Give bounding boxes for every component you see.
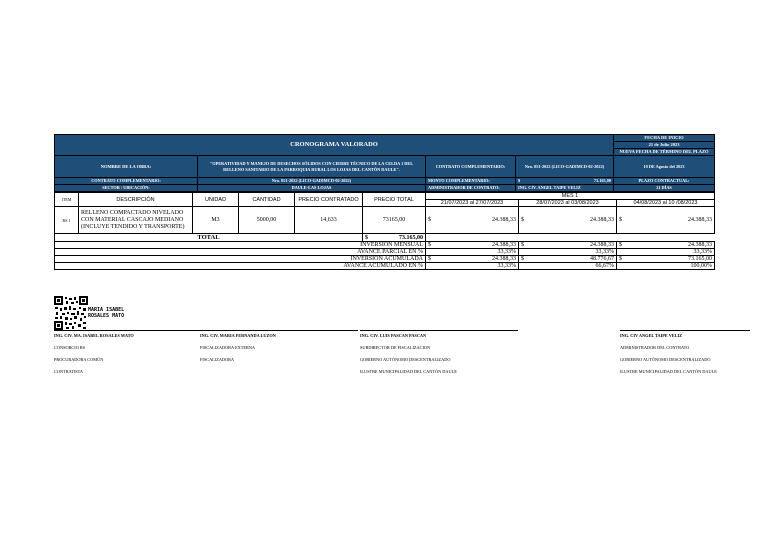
signature-block-contratista: [54, 330, 212, 381]
item-period-2: $ 24.388,33: [519, 207, 617, 234]
item-precio: 14,633: [295, 207, 363, 234]
qr-code: [54, 296, 88, 330]
page-title: CRONOGRAMA VALORADO: [55, 135, 614, 156]
summary-value: $ 24.388,33: [426, 256, 519, 263]
signature-line-2: GOBIERNO AUTÓNOMO DESCENTRALIZADO: [620, 357, 711, 362]
total-currency: $: [365, 234, 368, 241]
item-description: [79, 207, 193, 234]
signature-line-3: ILUSTRE MUNICIPALIDAD DEL CANTÓN DAULE: [360, 369, 457, 374]
summary-label: INVERSION ACUMULADA: [55, 256, 426, 263]
item-period-3: $ 24.388,33: [617, 207, 715, 234]
summary-row: [55, 249, 715, 256]
col-item: ITEM: [55, 193, 79, 207]
table-row: [55, 207, 715, 234]
nueva-fecha-value: 10 DE Agosto del 2023: [614, 156, 715, 178]
col-period-1: 21/07/2023 al 27/07/2023: [426, 200, 519, 207]
nombre-obra-line-1: "OPERATIVIDAD Y MANEJO DE DESECHOS SÓLIDOS CON CIERRE TÉCNICO DE LA CELDA 1 DEL: [209, 160, 414, 166]
col-period-2: 28/07/2023 al 03/08/2023: [519, 200, 617, 207]
signature-line-1: SUBDIRECTOR DE FISCALIZACION: [360, 345, 431, 350]
summary-value: 100,00%: [617, 263, 715, 270]
signature-name: ING. CIV ANGEL TAIPE VELIZ: [620, 333, 683, 338]
qr-text-line-1: MARIA ISABEL: [88, 307, 125, 313]
col-cantidad: CANTIDAD: [239, 193, 295, 207]
sector-label: SECTOR / UBICACIÓN:: [55, 185, 198, 192]
signature-line-1: CONSORCIO RS: [54, 345, 86, 350]
total-cell: [363, 234, 426, 242]
col-mes: MES 1: [426, 193, 715, 200]
signature-name: ING. CIV. MARIA FERNANDA LUZON: [200, 333, 276, 338]
col-descripcion: DESCRIPCIÓN: [79, 193, 193, 207]
signature-block-subdirector: [360, 330, 518, 381]
summary-value: $ 73.165,00: [617, 256, 715, 263]
summary-value: $ 24.388,33: [519, 242, 617, 249]
contrato-complementario-label: CONTRATO COMPLEMENTARIO:: [426, 156, 516, 178]
signature-line-2: FISCALIZADORA: [200, 357, 235, 362]
signature-block-administrador: [620, 330, 750, 381]
col-precio-contratado: PRECIO CONTRATADO: [295, 193, 363, 207]
col-precio-total: PRECIO TOTAL: [363, 193, 426, 207]
fecha-inicio-label: FECHA DE INICIO: [614, 135, 715, 142]
signature-line-1: ADMINISTRADOR DEL CONTRATO: [620, 345, 690, 350]
item-period-1: $ 24.388,33: [426, 207, 519, 234]
plazo-label: PLAZO CONTRACTUAL:: [614, 178, 715, 185]
summary-value: $ 48.776,67: [519, 256, 617, 263]
summary-row: [55, 256, 715, 263]
qr-code-icon: [54, 296, 88, 330]
signature-line-2: PROCURADORA COMÚN: [54, 357, 104, 362]
nombre-obra-label: NOMBRE DE LA OBRA:: [55, 156, 198, 178]
col-period-3: 04/08/2023 al 10 /08/2023: [617, 200, 715, 207]
admin-value: ING. CIV. ANGEL TAIPE VELIZ: [516, 185, 614, 192]
item-total: 73165,00: [363, 207, 426, 234]
cronograma-sheet: [54, 134, 714, 270]
item-desc-line-2: CON MATERIAL CASCAJO MEDIANO: [81, 216, 184, 223]
contrato-complementario-value: Nro. 051-2022 (LICO-GADIMCD-02-2022): [516, 156, 614, 178]
summary-value: 33,33%: [617, 249, 715, 256]
item-code: RS 1: [55, 207, 79, 234]
item-desc-line-1: RELLENO COMPACTADO NIVELADO: [81, 209, 184, 216]
monto-currency: $: [518, 178, 521, 183]
monto-cell: [516, 178, 614, 185]
schedule-table: [54, 192, 715, 270]
summary-value: 33,33%: [519, 249, 617, 256]
header-table: [54, 134, 715, 192]
total-row: [55, 234, 715, 242]
signature-name: ING. CIV. LUIS PASCAN PASCAN: [360, 333, 427, 338]
signature-line-2: GOBIERNO AUTÓNOMO DESCENTRALIZADO: [360, 357, 451, 362]
plazo-value: 21 DÍAS: [614, 185, 715, 192]
summary-label: AVANCE PARCIAL EN %: [55, 249, 426, 256]
qr-signature-text: [88, 307, 124, 319]
nombre-obra-value: [198, 156, 426, 178]
summary-value: $ 24.388,33: [617, 242, 715, 249]
signature-block-fiscalizadora: [200, 330, 358, 369]
signature-name: ING. CIV. MA. ISABEL ROSALES MATO: [54, 333, 134, 338]
fecha-inicio-value: 21 de Julio 2023: [614, 142, 715, 149]
qr-text-line-2: ROSALES MATO: [88, 313, 125, 319]
signature-line-1: FISCALIZADORA EXTERNA: [200, 345, 256, 350]
summary-row: [55, 263, 715, 270]
signature-line-3: CONTRATISTA: [54, 369, 84, 374]
monto-value: 73.165,00: [593, 178, 612, 183]
col-unidad: UNIDAD: [193, 193, 239, 207]
total-label: TOTAL: [55, 234, 363, 242]
nombre-obra-line-2: RELLENO SANITARIO DE LA PARROQUIA RURAL LOS LOJAS DEL CANTÓN DAULE".: [223, 166, 400, 172]
summary-value: $ 24.388,33: [426, 242, 519, 249]
signature-line-3: ILUSTRE MUNICIPALIDAD DEL CANTÓN DAULE: [620, 369, 717, 374]
summary-value: 66,67%: [519, 263, 617, 270]
nueva-fecha-label: NUEVA FECHA DE TÉRMINO DEL PLAZO: [614, 149, 715, 156]
summary-label: INVERSION MENSUAL: [55, 242, 426, 249]
monto-label: MONTO COMPLEMENTARIO:: [426, 178, 516, 185]
summary-value: 33,33%: [426, 249, 519, 256]
row3-contrato-label: CONTRATO COMPLEMENTARIO:: [55, 178, 198, 185]
total-value: 73.165,00: [399, 234, 423, 241]
summary-value: 33,33%: [426, 263, 519, 270]
item-unidad: M3: [193, 207, 239, 234]
row3-contrato-value: Nro. 051-2022 (LICO-GADIMCD-02-2022): [198, 178, 426, 185]
admin-label: ADMINISTRADOR DE CONTRATO:: [426, 185, 516, 192]
summary-row: [55, 242, 715, 249]
item-desc-line-3: (INCLUYE TENDIDO Y TRANSPORTE): [81, 223, 185, 230]
summary-label: AVANCE ACUMULADO EN %: [55, 263, 426, 270]
sector-value: DAULE-LAS LOJAS: [198, 185, 426, 192]
item-cantidad: 5000,00: [239, 207, 295, 234]
